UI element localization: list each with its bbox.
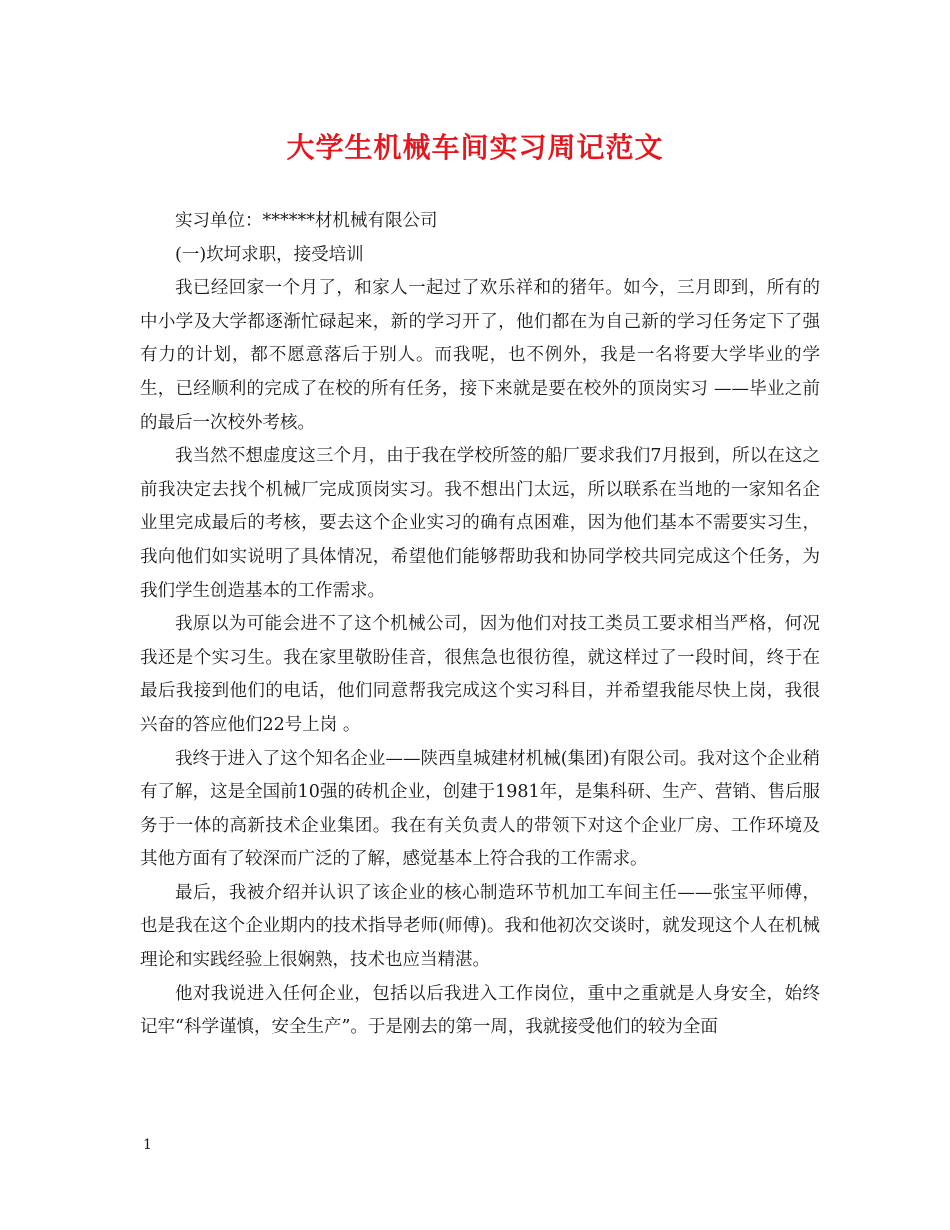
- paragraph: 最后，我被介绍并认识了该企业的核心制造环节机加工车间主任——张宝平师傅，也是我在这个企业期内的技术指导老师(师傅)。我和他初次交谈时，就发现这个人在机械理论和实践经验上很娴熟，技术也应当精湛。: [140, 882, 820, 971]
- paragraph-section-heading: (一)坎坷求职，接受培训: [175, 244, 364, 265]
- paragraph: 我原以为可能会进不了这个机械公司，因为他们对技工类员工要求相当严格，何况我还是个实习生。我在家里敬盼佳音，很焦急也很彷徨，就这样过了一段时间，终于在最后我接到他们的电话，他们同意帮我完成这个实习科目，并希望我能尽快上岗，我很兴奋的答应他们22号上岗 。: [140, 614, 820, 735]
- page-number: 1: [143, 1137, 152, 1153]
- paragraph: 我终于进入了这个知名企业——陕西皇城建材机械(集团)有限公司。我对这个企业稍有了解，这是全国前10强的砖机企业，创建于1981年，是集科研、生产、营销、售后服务于一体的高新技术企业集团。我在有关负责人的带领下对这个企业厂房、工作环境及其他方面有了较深而广泛的了解，感觉基本上符合我的工作需求。: [140, 748, 820, 870]
- paragraph: 我已经回家一个月了，和家人一起过了欢乐祥和的猪年。如今，三月即到，所有的中小学及大学都逐渐忙碌起来，新的学习开了，他们都在为自己新的学习任务定下了强有力的计划，都不愿意落后于别人。而我呢，也不例外，我是一名将要大学毕业的学生，已经顺利的完成了在校的所有任务，接下来就是要在校外的顶岗实习 ——毕业之前的最后一次校外考核。: [140, 278, 820, 433]
- document-title: 大学生机械车间实习周记范文: [286, 131, 664, 164]
- paragraph: 我当然不想虚度这三个月，由于我在学校所签的船厂要求我们7月报到，所以在这之前我决定去找个机械厂完成顶岗实习。我不想出门太远，所以联系在当地的一家知名企业里完成最后的考核，要去这个企业实习的确有点困难，因为他们基本不需要实习生，我向他们如实说明了具体情况，希望他们能够帮助我和协同学校共同完成这个任务，为我们学生创造基本的工作需求。: [140, 446, 820, 601]
- document-body: [140, 205, 820, 1045]
- paragraph-internship-unit: 实习单位：******材机械有限公司: [175, 211, 438, 231]
- paragraph: 他对我说进入任何企业，包括以后我进入工作岗位，重中之重就是人身安全，始终记牢“科学谨慎，安全生产”。于是刚去的第一周，我就接受他们的较为全面: [140, 983, 820, 1038]
